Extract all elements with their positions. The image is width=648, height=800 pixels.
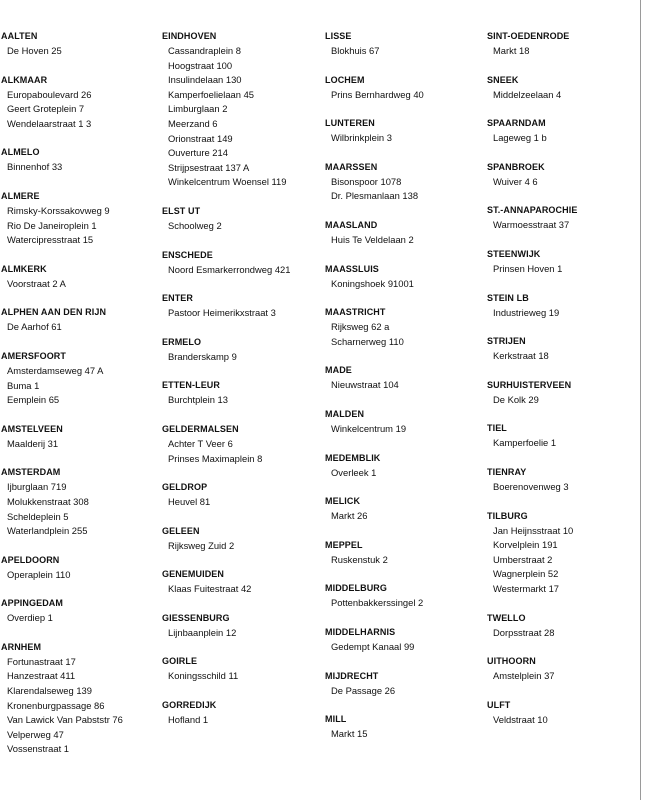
city-group	[325, 580, 480, 611]
address-line: Eemplein 65	[7, 394, 60, 406]
address-line: Maalderij 31	[7, 437, 59, 449]
column-2	[162, 28, 322, 741]
city-heading: ALKMAAR	[1, 74, 48, 85]
city-heading: STEIN LB	[487, 292, 529, 303]
column-4	[487, 28, 637, 740]
city-group	[325, 624, 480, 655]
city-group	[162, 653, 322, 684]
city-heading: MIDDELBURG	[325, 583, 387, 594]
address-line: Strijpsestraat 137 A	[168, 161, 250, 173]
address-line: Blokhuis 67	[331, 45, 380, 56]
city-heading: MEDEMBLIK	[325, 452, 381, 463]
address-line: Insulindelaan 130	[168, 74, 242, 86]
city-heading: TIEL	[487, 423, 507, 434]
city-group	[487, 333, 637, 364]
city-group	[325, 362, 480, 393]
city-heading: TWELLO	[487, 612, 526, 623]
city-group	[162, 610, 322, 641]
address-line: Cassandraplein 8	[168, 45, 241, 56]
city-group	[487, 246, 637, 277]
address-line: De Aarhof 61	[7, 321, 62, 333]
city-heading: MAARSSEN	[325, 161, 378, 172]
city-group	[1, 72, 151, 132]
city-group	[325, 406, 480, 437]
city-group	[487, 610, 637, 641]
city-group	[162, 247, 322, 278]
address-line: Bisonspoor 1078	[331, 175, 402, 187]
address-line: Markt 15	[331, 728, 368, 740]
address-line: Limburglaan 2	[168, 103, 228, 115]
city-heading: MAASSLUIS	[325, 263, 379, 274]
address-line: Velperweg 47	[7, 728, 64, 740]
city-heading: AMSTERDAM	[1, 467, 61, 478]
address-line: Pottenbakkerssingel 2	[331, 597, 424, 609]
address-line: Klarendalseweg 139	[7, 685, 92, 697]
city-heading: TILBURG	[487, 510, 528, 521]
city-heading: GOIRLE	[162, 656, 198, 667]
address-line: Scharnerweg 110	[331, 335, 404, 347]
city-group	[325, 115, 480, 146]
city-heading: STEENWIJK	[487, 248, 541, 259]
address-line: Overleek 1	[331, 466, 377, 478]
column-1	[1, 28, 151, 770]
address-line: Operaplein 110	[7, 568, 71, 580]
city-heading: MILL	[325, 714, 347, 725]
city-group	[1, 552, 151, 583]
city-group	[162, 334, 322, 365]
city-heading: GELDROP	[162, 482, 208, 493]
city-group	[487, 159, 637, 190]
city-heading: MIJDRECHT	[325, 670, 379, 681]
city-group	[1, 28, 151, 59]
address-line: Meerzand 6	[168, 117, 218, 129]
city-group	[1, 261, 151, 292]
city-group	[487, 115, 637, 146]
address-line: Dorpsstraat 28	[493, 626, 555, 638]
city-heading: APPINGEDAM	[1, 598, 64, 609]
address-line: Rijksweg 62 a	[331, 321, 390, 333]
address-line: De Kolk 29	[493, 393, 539, 405]
city-group	[162, 479, 322, 510]
address-line: Orionstraat 149	[168, 132, 233, 144]
address-line: Umberstraat 2	[493, 553, 553, 565]
address-line: Warmoesstraat 37	[493, 219, 570, 231]
address-line: Wilbrinkplein 3	[331, 132, 392, 144]
address-line: Markt 18	[493, 45, 530, 56]
city-group	[487, 420, 637, 451]
city-heading: MADE	[325, 365, 352, 376]
address-line: Rijksweg Zuid 2	[168, 539, 235, 551]
city-heading: ENSCHEDE	[162, 249, 213, 260]
address-line: Pastoor Heimerikxstraat 3	[168, 307, 276, 319]
city-heading: STRIJEN	[487, 336, 526, 347]
address-line: Overdiep 1	[7, 612, 53, 624]
city-heading: EINDHOVEN	[162, 31, 217, 41]
address-line: Buma 1	[7, 379, 40, 391]
address-line: Van Lawick Van Pabststr 76	[7, 714, 123, 726]
city-group	[487, 377, 637, 408]
city-heading: ST.-ANNAPAROCHIE	[487, 205, 578, 216]
address-line: Voorstraat 2 A	[7, 277, 66, 289]
address-line: Winkelcentrum Woensel 119	[168, 176, 287, 188]
address-line: Middelzeelaan 4	[493, 88, 562, 100]
city-heading: ALMELO	[1, 147, 40, 158]
address-line: Westermarkt 17	[493, 582, 559, 594]
city-heading: AMSTELVEEN	[1, 423, 63, 434]
address-line: Amsterdamseweg 47 A	[7, 364, 104, 376]
address-line: Lageweg 1 b	[493, 132, 547, 144]
address-line: Binnenhof 33	[7, 161, 63, 173]
city-group	[325, 28, 480, 59]
address-line: Noord Esmarkerrondweg 421	[168, 263, 291, 275]
address-line: Wuiver 4 6	[493, 175, 538, 187]
address-line: Koningshoek 91001	[331, 277, 414, 289]
address-line: Prins Bernhardweg 40	[331, 88, 424, 100]
address-line: Kronenburgpassage 86	[7, 699, 105, 711]
address-line: De Passage 26	[331, 684, 396, 696]
address-line: Rio De Janeiroplein 1	[7, 219, 97, 231]
address-line: Hoogstraat 100	[168, 59, 233, 71]
address-line: Lijnbaanplein 12	[168, 626, 237, 638]
address-line: Wendelaarstraat 1 3	[7, 117, 92, 129]
address-line: Burchtplein 13	[168, 394, 228, 406]
address-line: Industrieweg 19	[493, 306, 560, 318]
address-line: Achter T Veer 6	[168, 437, 233, 449]
city-group	[487, 28, 637, 59]
city-group	[1, 595, 151, 626]
city-group	[487, 290, 637, 321]
city-heading: SPAARNDAM	[487, 118, 546, 129]
city-group	[1, 304, 151, 335]
city-group	[162, 523, 322, 554]
city-heading: AALTEN	[1, 31, 38, 41]
address-line: Kamperfoelie 1	[493, 437, 557, 449]
city-heading: MIDDELHARNIS	[325, 626, 396, 637]
address-line: De Hoven 25	[7, 45, 62, 56]
address-line: Dr. Plesmanlaan 138	[331, 190, 419, 202]
city-group	[487, 464, 637, 495]
address-line: Hanzestraat 411	[7, 670, 76, 682]
city-heading: MALDEN	[325, 408, 365, 419]
city-heading: ALMKERK	[1, 263, 47, 274]
city-group	[1, 464, 151, 538]
address-line: Korvelplein 191	[493, 539, 558, 551]
city-group	[1, 188, 151, 248]
city-group	[325, 261, 480, 292]
address-line: Geert Groteplein 7	[7, 103, 85, 115]
city-group	[325, 159, 480, 204]
city-group	[162, 290, 322, 321]
city-heading: ALPHEN AAN DEN RIJN	[1, 307, 107, 318]
address-line: Kamperfoelielaan 45	[168, 88, 254, 100]
city-heading: MELICK	[325, 496, 361, 507]
city-group	[325, 304, 480, 349]
city-heading: LOCHEM	[325, 74, 365, 85]
address-line: Klaas Fuitestraat 42	[168, 583, 252, 595]
address-line: Wagnerplein 52	[493, 568, 559, 580]
address-line: Koningsschild 11	[168, 670, 239, 682]
city-heading: SNEEK	[487, 74, 519, 85]
city-group	[325, 493, 480, 524]
address-line: Gedempt Kanaal 99	[331, 640, 415, 652]
column-3	[325, 28, 480, 755]
city-heading: GIESSENBURG	[162, 612, 230, 623]
city-group	[1, 421, 151, 452]
city-group	[162, 421, 322, 466]
address-line: Winkelcentrum 19	[331, 422, 407, 434]
address-line: Watercipresstraat 15	[7, 234, 94, 246]
city-heading: MAASTRICHT	[325, 307, 386, 318]
city-group	[162, 377, 322, 408]
city-heading: GENEMUIDEN	[162, 569, 225, 580]
city-heading: ALMERE	[1, 190, 40, 201]
city-group	[325, 450, 480, 481]
address-line: Boerenovenweg 3	[493, 480, 569, 492]
city-heading: GELEEN	[162, 525, 200, 536]
address-line: Kerkstraat 18	[493, 350, 549, 362]
address-line: Jan Heijnsstraat 10	[493, 524, 574, 536]
city-heading: MAASLAND	[325, 219, 378, 230]
city-heading: TIENRAY	[487, 466, 527, 477]
city-group	[162, 203, 322, 234]
city-group	[487, 653, 637, 684]
address-line: Prinsen Hoven 1	[493, 262, 563, 274]
city-group	[162, 697, 322, 728]
city-group	[487, 697, 637, 728]
address-line: Ouverture 214	[168, 147, 228, 159]
city-group	[1, 348, 151, 408]
city-group	[325, 72, 480, 103]
address-line: Huis Te Veldelaan 2	[331, 233, 414, 245]
city-heading: UITHOORN	[487, 656, 536, 667]
address-line: Markt 26	[331, 510, 368, 522]
city-group	[325, 668, 480, 699]
address-line: Heuvel 81	[168, 496, 211, 508]
city-group	[487, 508, 637, 597]
city-group	[162, 566, 322, 597]
city-group	[1, 144, 151, 175]
address-line: Prinses Maximaplein 8	[168, 452, 263, 464]
city-heading: LUNTEREN	[325, 118, 375, 129]
city-group	[1, 639, 151, 757]
address-line: Ijburglaan 719	[7, 481, 67, 493]
city-group	[487, 202, 637, 233]
address-line: Amstelplein 37	[493, 670, 555, 682]
address-line: Schoolweg 2	[168, 219, 222, 231]
city-heading: ENTER	[162, 293, 194, 304]
address-line: Branderskamp 9	[168, 350, 237, 362]
city-group	[162, 28, 322, 190]
city-heading: AMERSFOORT	[1, 350, 66, 361]
address-line: Europaboulevard 26	[7, 88, 92, 100]
address-line: Nieuwstraat 104	[331, 379, 399, 391]
city-heading: MEPPEL	[325, 539, 363, 550]
city-group	[487, 72, 637, 103]
city-group	[325, 537, 480, 568]
city-heading: ETTEN-LEUR	[162, 380, 220, 391]
city-heading: GORREDIJK	[162, 700, 217, 711]
address-line: Rimsky-Korssakovweg 9	[7, 204, 110, 216]
address-line: Hofland 1	[168, 714, 209, 726]
city-heading: SURHUISTERVEEN	[487, 379, 572, 390]
city-heading: ULFT	[487, 699, 511, 710]
city-heading: SINT-OEDENRODE	[487, 31, 570, 41]
address-line: Scheldeplein 5	[7, 510, 69, 522]
address-line: Molukkenstraat 308	[7, 495, 89, 507]
city-heading: LISSE	[325, 31, 352, 41]
city-heading: SPANBROEK	[487, 161, 545, 172]
city-heading: GELDERMALSEN	[162, 423, 239, 434]
city-heading: ERMELO	[162, 336, 202, 347]
address-line: Waterlandplein 255	[7, 525, 88, 537]
address-line: Vossenstraat 1	[7, 743, 70, 755]
address-line: Fortunastraat 17	[7, 655, 76, 667]
city-heading: APELDOORN	[1, 554, 60, 565]
city-heading: ELST UT	[162, 205, 201, 216]
city-group	[325, 711, 480, 742]
city-group	[325, 217, 480, 248]
address-line: Veldstraat 10	[493, 713, 548, 725]
city-heading: ARNHEM	[1, 641, 42, 652]
address-line: Ruskenstuk 2	[331, 553, 388, 565]
